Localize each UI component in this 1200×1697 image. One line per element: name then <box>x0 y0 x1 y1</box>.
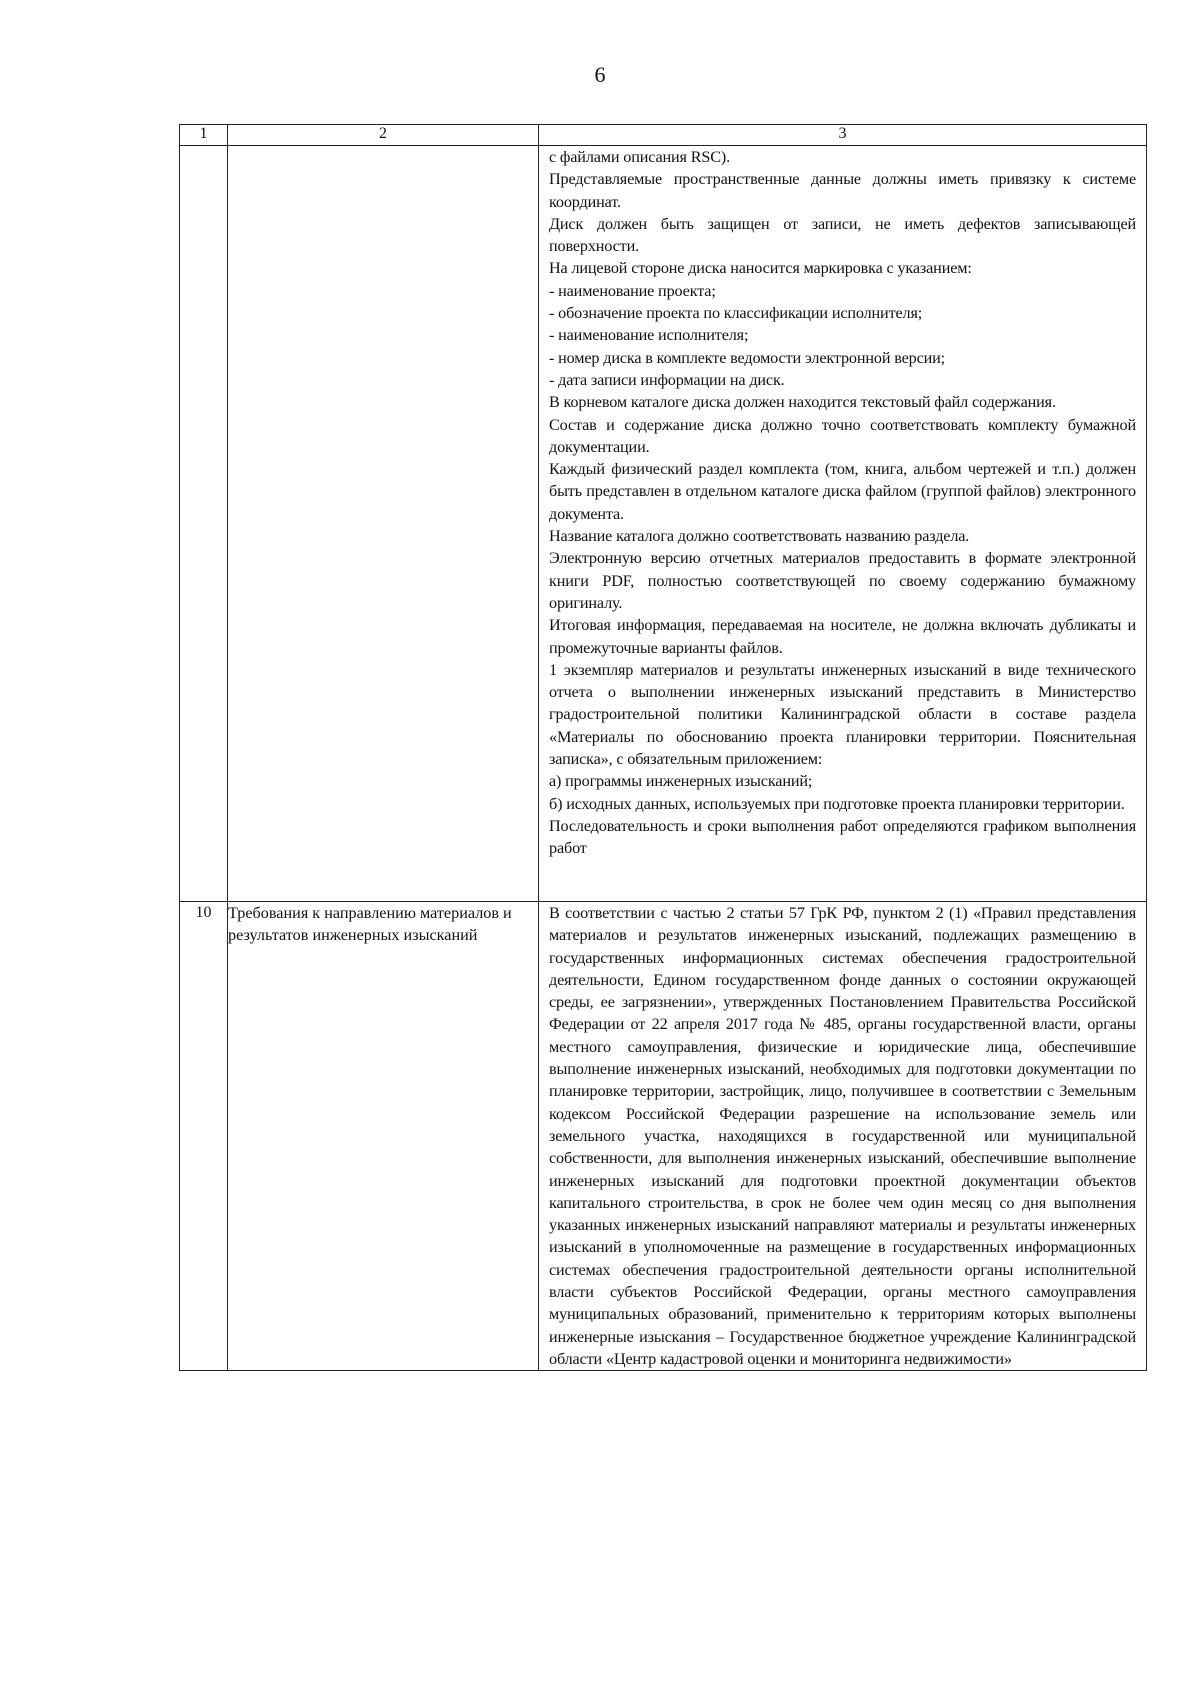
requirements-table <box>179 124 1147 1371</box>
list-item: а) программы инженерных изысканий; <box>549 772 813 791</box>
column-header-1: 1 <box>180 125 228 146</box>
row-number <box>180 146 228 902</box>
list-item: - номер диска в комплекте ведомости электронной версии; <box>549 348 946 367</box>
row-content <box>539 146 1147 902</box>
row-requirement: Требования к направлению материалов и результатов инженерных изысканий <box>228 902 539 1371</box>
paragraph: Последовательность и сроки выполнения работ определяются графиком выполнения работ <box>549 816 1136 858</box>
page-number: 6 <box>594 62 606 87</box>
paragraph: 1 экземпляр материалов и результаты инженерных изысканий в виде технического отчета о выполнении инженерных изысканий представить в Министерство градостроительной политики Калининградской области в составе раздела «Материалы по обоснованию проекта планировки территории. Пояснительная записка», с обязательным приложением: <box>549 660 1136 769</box>
paragraph: Итоговая информация, передаваемая на носителе, не должна включать дубликаты и промежуточные варианты файлов. <box>549 616 1136 657</box>
paragraph: Название каталога должно соответствовать названию раздела. <box>549 527 970 546</box>
paragraph: На лицевой стороне диска наносится маркировка с указанием: <box>549 259 972 278</box>
paragraph: Диск должен быть защищен от записи, не иметь дефектов записывающей поверхности. <box>549 214 1136 256</box>
paragraph: Представляемые пространственные данные должны иметь привязку к системе координат. <box>549 170 1136 211</box>
table-row-10 <box>180 902 1147 1371</box>
list-item: - дата записи информации на диск. <box>549 370 785 389</box>
table-row-continued <box>180 146 1147 902</box>
paragraph: В соответствии с частью 2 статьи 57 ГрК РФ, пунктом 2 (1) «Правил представления материалов и результатов инженерных изысканий, подлежащих размещению в государственных информационных системах обеспечения градостроительной деятельности, Едином государственном фонде данных о состоянии окружающей среды, ее загрязнении», утвержденных Постановлением Правительства Российской Федерации от 22 апреля 2017 года № 485, органы государственной власти, органы местного самоуправления, физические и юридические лица, обеспечившие выполнение инженерных изысканий, необходимых для подготовки документации по планировке территории, застройщик, лицо, получившее в соответствии с Земельным кодексом Российской Федерации разрешение на использование земель или земельного участка, находящихся в государственной или муниципальной собственности, для выполнения инженерных изысканий, обеспечившие выполнение инженерных изысканий для подготовки проектной документации объектов капитального строительства, в срок не более чем один месяц со дня выполнения указанных инженерных изысканий направляют материалы и результаты инженерных изысканий в уполномоченные на размещение в государственных информационных системах обеспечения градостроительной деятельности органы исполнительной власти субъектов Российской Федерации, органы местного самоуправления муниципальных образований, применительно к территориям которых выполнены инженерные изыскания – Государственное бюджетное учреждение Калининградской области «Центр кадастровой оценки и мониторинга недвижимости» <box>549 904 1136 1368</box>
row-requirement <box>228 146 539 902</box>
paragraph: Каждый физический раздел комплекта (том, книга, альбом чертежей и т.п.) должен быть представлен в отдельном каталоге диска файлом (группой файлов) электронного документа. <box>549 460 1136 523</box>
row-content <box>539 902 1147 1371</box>
list-item: б) исходных данных, используемых при подготовке проекта планировки территории. <box>549 794 1125 813</box>
paragraph: В корневом каталоге диска должен находится текстовый файл содержания. <box>549 393 1056 412</box>
column-header-3: 3 <box>539 125 1147 146</box>
column-header-2: 2 <box>228 125 539 146</box>
table-header-row <box>180 125 1147 146</box>
row-number: 10 <box>180 902 228 1371</box>
paragraph: Электронную версию отчетных материалов предоставить в формате электронной книги PDF, полностью соответствующей по своему содержанию бумажному оригиналу. <box>549 549 1136 612</box>
paragraph: Состав и содержание диска должно точно соответствовать комплекту бумажной документации. <box>549 415 1136 456</box>
list-item: - наименование исполнителя; <box>549 326 749 345</box>
list-item: - наименование проекта; <box>549 281 716 300</box>
list-item: - обозначение проекта по классификации исполнителя; <box>549 304 923 323</box>
paragraph: с файлами описания RSC). <box>549 148 731 166</box>
